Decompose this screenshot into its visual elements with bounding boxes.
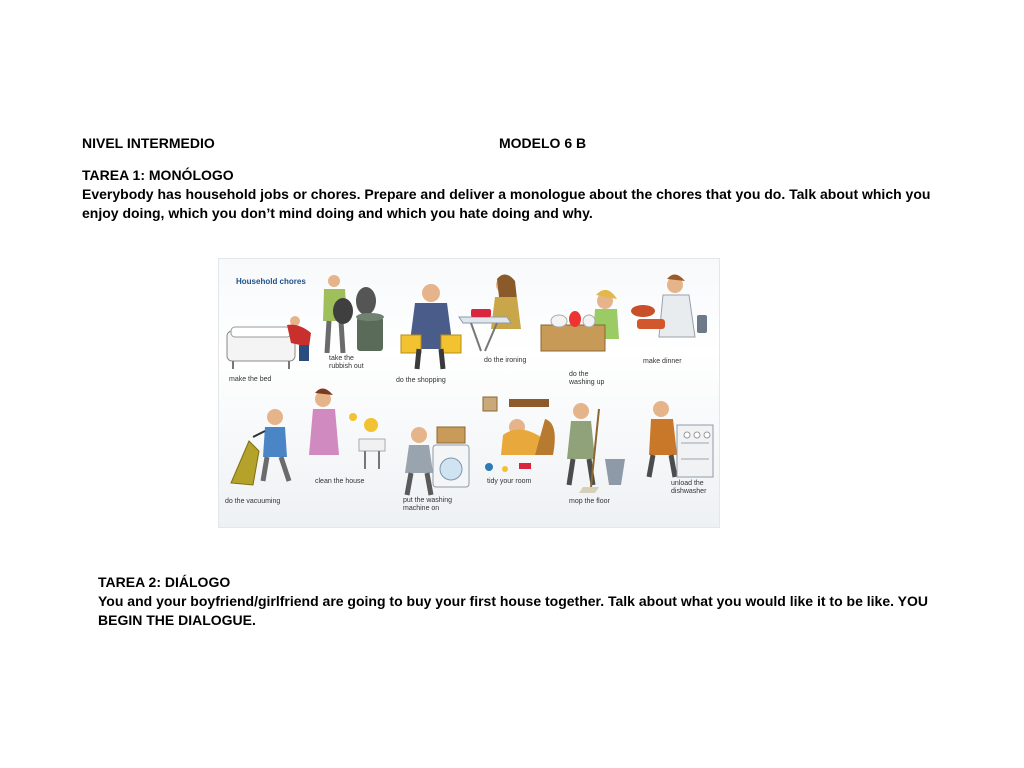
clean-house-illustration xyxy=(309,388,385,469)
make-bed-illustration xyxy=(227,316,311,369)
task1-section xyxy=(82,166,962,223)
task1-title: TAREA 1: MONÓLOGO xyxy=(82,167,234,183)
task1-text: Everybody has household jobs or chores. Prepare and deliver a monologue about the chores that you do. Talk about which you enjoy doing, which you don’t mind doing and which you hate doing and why. xyxy=(82,186,931,221)
caption-rubbish-line1: take the xyxy=(329,355,354,362)
washing-machine-illustration xyxy=(405,427,469,495)
caption-rubbish-line2: rubbish out xyxy=(329,363,364,370)
task2-text: You and your boyfriend/girlfriend are going to buy your first house together. Talk about what you would like it to be like. YOU BEGIN THE DIALOGUE. xyxy=(98,593,928,628)
caption-machine-line2: machine on xyxy=(403,505,440,512)
level-label: NIVEL INTERMEDIO xyxy=(82,135,215,151)
caption-ironing: do the ironing xyxy=(484,357,527,364)
caption-dishwasher-line1: unload the xyxy=(671,480,704,487)
caption-washing-line1: do the xyxy=(569,371,589,378)
mop-floor-illustration xyxy=(567,403,625,493)
caption-vacuuming: do the vacuuming xyxy=(225,498,281,505)
caption-dinner: make dinner xyxy=(643,358,682,365)
caption-machine-line1: put the washing xyxy=(403,497,453,504)
caption-mop: mop the floor xyxy=(569,498,610,505)
vacuuming-illustration xyxy=(231,409,289,485)
chores-illustration-svg xyxy=(219,259,720,528)
task2-section xyxy=(98,573,938,630)
dishwasher-illustration xyxy=(649,401,713,477)
rubbish-illustration xyxy=(323,275,384,353)
model-label: MODELO 6 B xyxy=(499,135,587,151)
caption-clean: clean the house xyxy=(315,478,365,485)
shopping-illustration xyxy=(401,284,461,369)
caption-dishwasher-line2: dishwasher xyxy=(671,488,707,495)
tidy-room-illustration xyxy=(483,397,555,472)
washing-up-illustration xyxy=(541,290,619,351)
illustration-title: Household chores xyxy=(236,277,306,286)
caption-washing-line2: washing up xyxy=(569,379,605,386)
caption-shopping: do the shopping xyxy=(396,377,446,384)
caption-make-bed: make the bed xyxy=(229,376,272,383)
caption-tidy: tidy your room xyxy=(487,478,532,485)
dinner-illustration xyxy=(631,274,707,337)
task2-title: TAREA 2: DIÁLOGO xyxy=(98,574,231,590)
ironing-illustration xyxy=(459,274,521,351)
household-chores-illustration xyxy=(218,258,720,528)
